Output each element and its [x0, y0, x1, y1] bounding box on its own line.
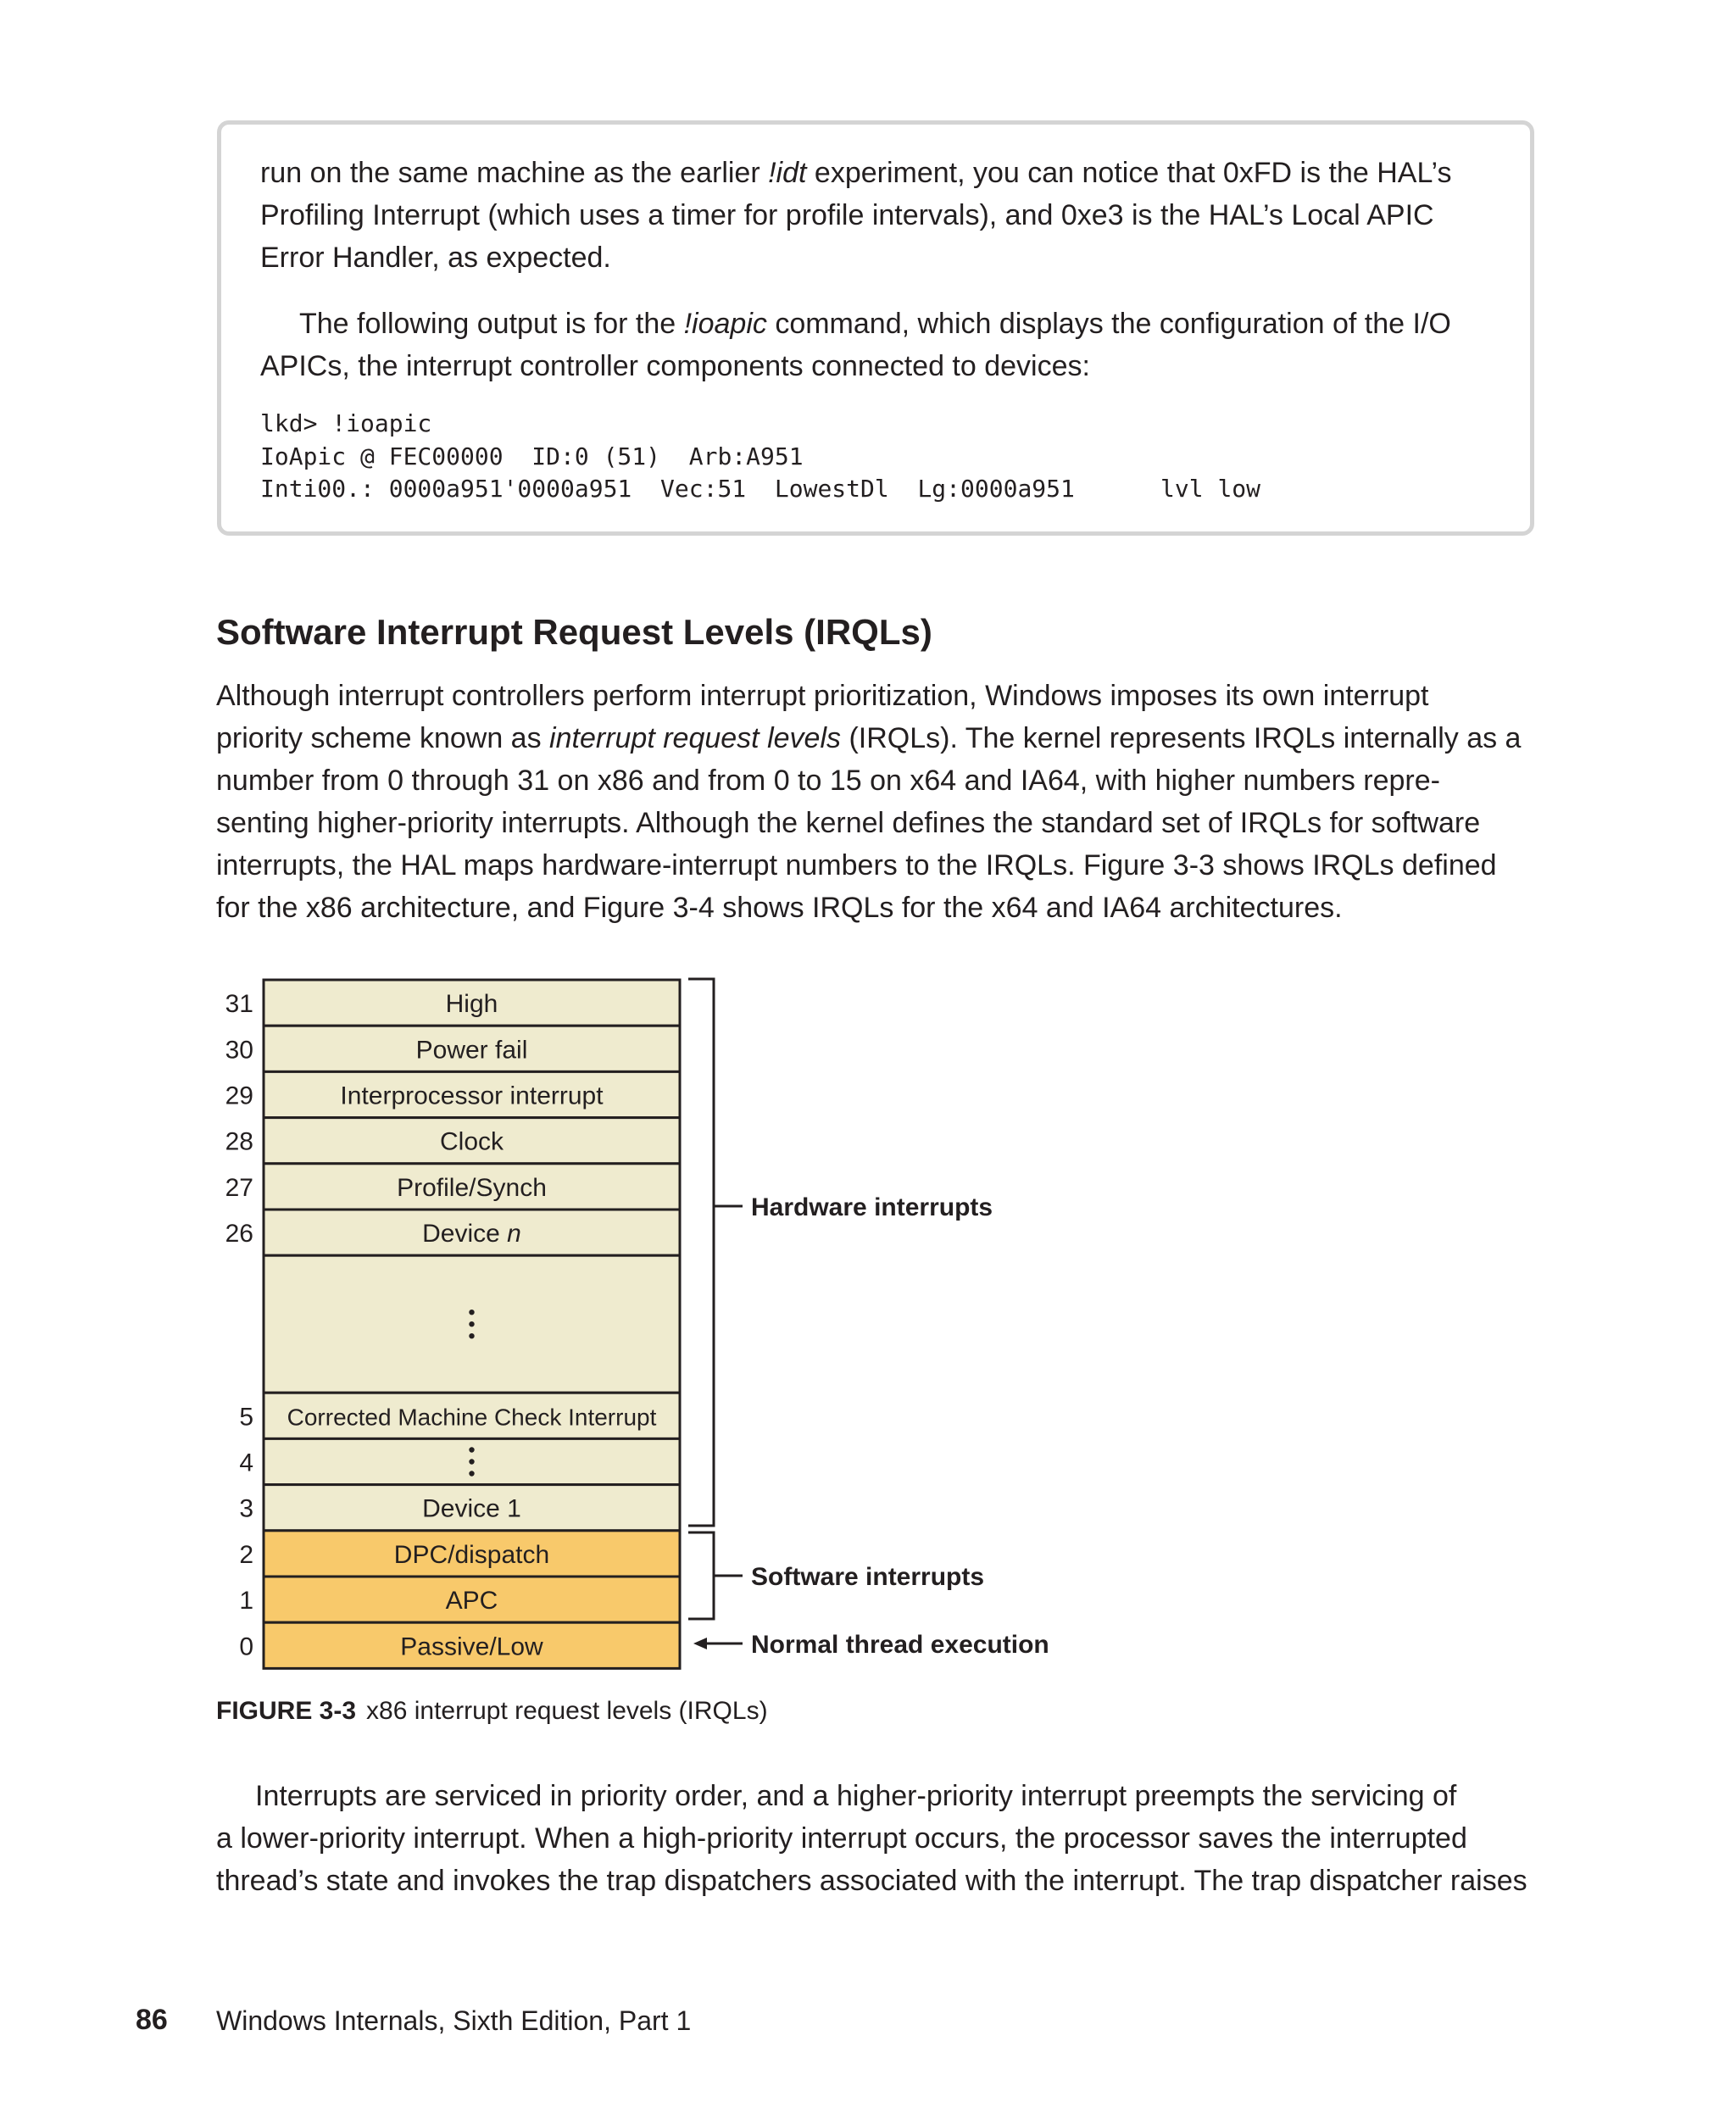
- text-line: senting higher-priority interrupts. Although the kernel defines the standard set of IRQLs for software: [216, 807, 1481, 839]
- irql-level-label: DPC/dispatch: [393, 1540, 550, 1569]
- irql-level-label: Device 1: [422, 1494, 521, 1523]
- irql-level-number: 28: [225, 1127, 253, 1156]
- ioapic-code-listing: lkd> !ioapic IoApic @ FEC00000 ID:0 (51) Arb:A951 Inti00.: 0000a951'0000a951 Vec:51 LowestDl Lg:0000a951 lvl low: [260, 409, 1261, 503]
- ellipsis-dot: [469, 1321, 474, 1326]
- text-line: run on the same machine as the earlier !idt experiment, you can notice that 0xFD is the HAL’s: [260, 157, 1452, 189]
- normal-arrow-head: [693, 1638, 707, 1649]
- closing-paragraph-line: Interrupts are serviced in priority order, and a higher-priority interrupt preempts the servicing of: [255, 1780, 1457, 1812]
- irql-level-number: 26: [225, 1220, 253, 1249]
- figure-caption-label: FIGURE 3-3: [216, 1697, 357, 1725]
- hardware-bracket: [688, 979, 714, 1526]
- text-line: Although interrupt controllers perform interrupt prioritization, Windows imposes its own interrupt: [216, 680, 1429, 712]
- irql-level-label: Corrected Machine Check Interrupt: [287, 1404, 657, 1431]
- text-line: Profiling Interrupt (which uses a timer for profile intervals), and 0xe3 is the HAL’s Local APIC: [260, 199, 1434, 231]
- text-line: for the x86 architecture, and Figure 3-4 shows IRQLs for the x64 and IA64 architectures.: [216, 892, 1343, 924]
- irql-level-number: 4: [239, 1449, 253, 1477]
- irql-level-number: 5: [239, 1403, 253, 1432]
- text-line: interrupts, the HAL maps hardware-interrupt numbers to the IRQLs. Figure 3-3 shows IRQLs defined: [216, 849, 1497, 882]
- text-line: Error Handler, as expected.: [260, 242, 611, 274]
- figure-caption: [216, 1697, 768, 1726]
- page-number: 86: [136, 2004, 168, 2036]
- irql-level-number: 31: [225, 990, 253, 1019]
- emphasis-term: !idt: [768, 157, 807, 189]
- section-heading: Software Interrupt Request Levels (IRQLs): [216, 612, 932, 652]
- closing-paragraph-line: a lower-priority interrupt. When a high-priority interrupt occurs, the processor saves the interrupted: [216, 1822, 1467, 1855]
- figure-caption-text: x86 interrupt request levels (IRQLs): [366, 1697, 768, 1725]
- irql-level-number: 27: [225, 1173, 253, 1202]
- ellipsis-dot: [469, 1310, 474, 1315]
- closing-paragraph: [216, 1775, 1547, 1902]
- ellipsis-dot: [469, 1447, 474, 1452]
- irql-level-number: 0: [239, 1632, 253, 1661]
- hardware-interrupts-label: Hardware interrupts: [751, 1193, 993, 1221]
- closing-paragraph-line: thread’s state and invokes the trap dispatchers associated with the interrupt. The trap dispatcher raises: [216, 1865, 1527, 1897]
- ellipsis-dot: [469, 1459, 474, 1464]
- irql-levels: [225, 980, 680, 1668]
- irql-level-number: 29: [225, 1082, 253, 1110]
- irql-level-label: Clock: [439, 1127, 504, 1156]
- text-line: APICs, the interrupt controller components connected to devices:: [260, 350, 1090, 382]
- book-title: Windows Internals, Sixth Edition, Part 1: [216, 2005, 692, 2036]
- irql-level-number: 3: [239, 1494, 253, 1523]
- emphasis-term: interrupt request levels: [549, 722, 841, 754]
- irql-level-label: High: [445, 990, 498, 1019]
- irql-level-label: APC: [445, 1587, 498, 1616]
- software-bracket: [688, 1532, 714, 1619]
- group-brackets: [688, 979, 743, 1649]
- irql-level-number: 2: [239, 1540, 253, 1569]
- emphasis-term: !ioapic: [683, 308, 767, 340]
- ellipsis-dot: [469, 1333, 474, 1338]
- irql-level-label: Device n: [422, 1220, 521, 1249]
- text-line: priority scheme known as interrupt request levels (IRQLs). The kernel represents IRQLs internally as a: [216, 722, 1522, 754]
- text-line: The following output is for the !ioapic command, which displays the configuration of the I/O: [299, 308, 1451, 340]
- ellipsis-dot: [469, 1471, 474, 1476]
- irql-level-number: 30: [225, 1036, 253, 1065]
- normal-thread-execution-label: Normal thread execution: [751, 1631, 1049, 1659]
- text-line: number from 0 through 31 on x86 and from 0 to 15 on x64 and IA64, with higher numbers repre-: [216, 765, 1440, 797]
- irql-level-label: Power fail: [415, 1036, 528, 1065]
- irql-level-label: Passive/Low: [400, 1632, 543, 1661]
- irql-level-label: Profile/Synch: [397, 1173, 547, 1202]
- irql-level-number: 1: [239, 1587, 253, 1616]
- irql-level-label: Interprocessor interrupt: [340, 1082, 604, 1110]
- software-interrupts-label: Software interrupts: [751, 1563, 985, 1591]
